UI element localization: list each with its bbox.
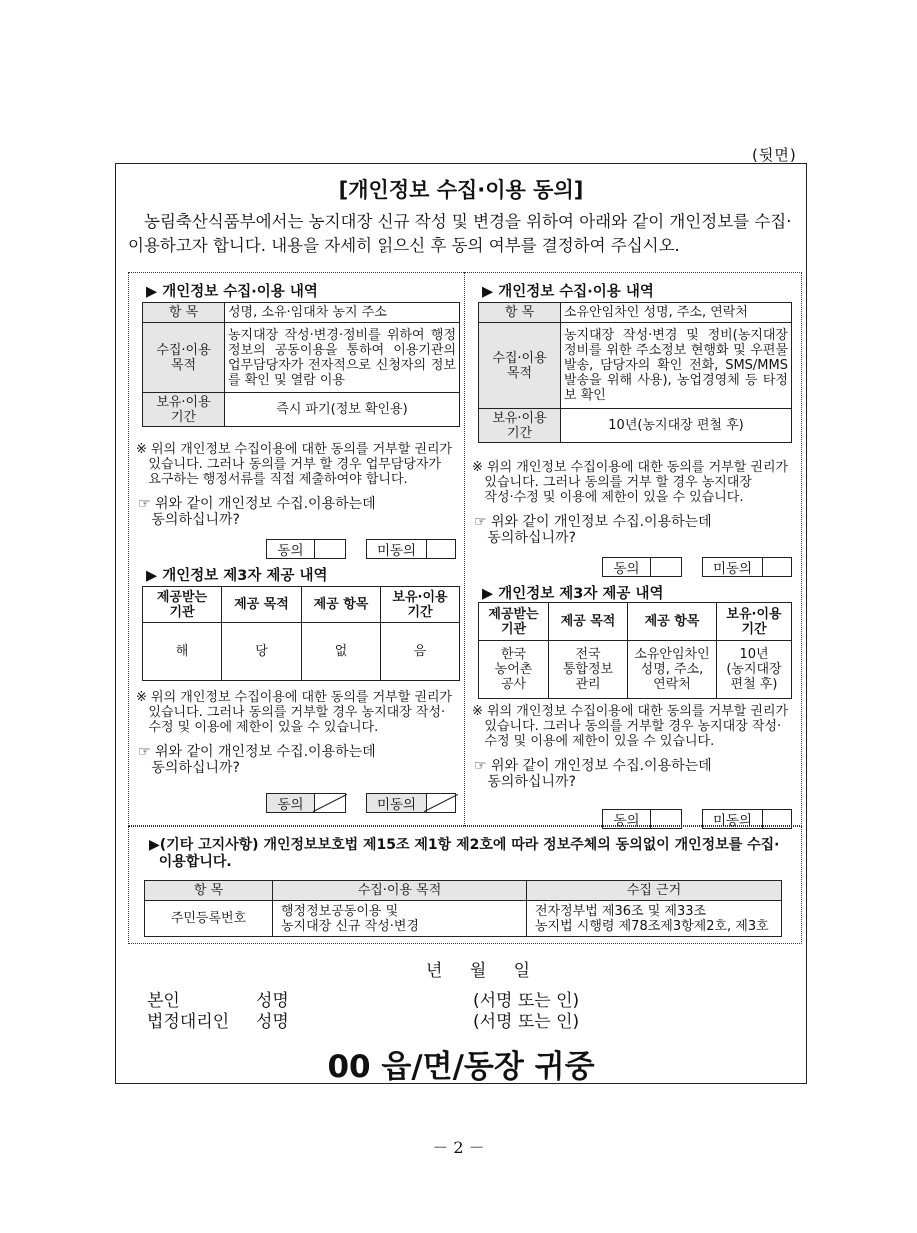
third-party-disagree-box[interactable] [427, 794, 455, 812]
third-party-agree-box[interactable] [315, 794, 345, 812]
purpose-header: 수집·이용 목적 [273, 881, 527, 901]
retention-header: 보유·이용 기간 [381, 587, 460, 623]
collection-section-title: ▶ 개인정보 수집·이용 내역 [146, 284, 318, 300]
purpose-label: 수집·이용 목적 [143, 323, 225, 393]
third-party-section-title: ▶ 개인정보 제3자 제공 내역 [482, 586, 664, 602]
signer-self-label: 본인 [147, 991, 180, 1011]
retention-label: 보유·이용 기간 [479, 409, 561, 443]
purpose-cell: 행정정보공동이용 및 농지대장 신규 작성·변경 [273, 901, 527, 937]
agree-box[interactable] [651, 558, 681, 576]
third-party-disagree-checkbox[interactable] [366, 793, 456, 813]
right-column [472, 272, 806, 829]
other-notice-table [144, 880, 782, 937]
third-party-refusal-notice: ※ 위의 개인정보 수집이용에 대한 동의를 거부할 권리가 있습니다. 그러나 동의를 거부할 경우 농지대장 작성· 수정 및 이용에 제한이 있을 수 있습니다. [472, 704, 789, 749]
provision-items-cell: 소유안임차인 성명, 주소, 연락처 [628, 641, 717, 699]
left-column [136, 272, 470, 826]
provision-purpose-header: 제공 목적 [222, 587, 302, 623]
third-party-agree-label: 동의 [267, 794, 315, 812]
third-party-disagree-label: 미동의 [367, 794, 427, 812]
provision-purpose-header: 제공 목적 [549, 603, 628, 641]
third-party-consent-question: ☞ 위와 같이 개인정보 수집.이용하는데 동의하십니까? [474, 758, 712, 790]
back-side-label: (뒷면) [752, 146, 797, 164]
date-line: 년 월 일 [426, 961, 531, 981]
provision-items-header: 제공 항목 [302, 587, 381, 623]
recipient-cell: 해 [143, 623, 222, 681]
refusal-notice: ※ 위의 개인정보 수집이용에 대한 동의를 거부할 권리가 있습니다. 그러나 동의를 거부 할 경우 농지대장 작성·수정 및 이용에 제한이 있을 수 있습니다. [472, 460, 789, 505]
retention-header: 보유·이용 기간 [717, 603, 792, 641]
signer-self-name-label: 성명 [256, 991, 289, 1011]
collection-table [478, 302, 792, 443]
agree-checkbox[interactable] [266, 539, 346, 559]
agree-label: 동의 [603, 558, 651, 576]
basis-cell: 전자정부법 제36조 및 제33조 농지법 시행령 제78조제3항제2호, 제3호 [527, 901, 782, 937]
provision-items-header: 제공 항목 [628, 603, 717, 641]
provision-items-cell: 없 [302, 623, 381, 681]
disagree-box[interactable] [763, 558, 791, 576]
retention-cell: 음 [381, 623, 460, 681]
recipient-office-title: 00 읍/면/동장 귀중 [327, 1049, 595, 1085]
basis-header: 수집 근거 [527, 881, 782, 901]
consent-question: ☞ 위와 같이 개인정보 수집.이용하는데 동의하십니까? [474, 514, 712, 546]
retention-value: 10년(농지대장 편철 후) [561, 409, 792, 443]
page-number: － 2 － [432, 1138, 485, 1157]
recipient-cell: 한국 농어촌 공사 [479, 641, 549, 699]
disagree-checkbox[interactable] [366, 539, 456, 559]
resident-number-cell: 주민등록번호 [145, 901, 273, 937]
refusal-notice: ※ 위의 개인정보 수집이용에 대한 동의를 거부할 권리가 있습니다. 그러나 동의를 거부 할 경우 업무담당자가 요구하는 행정서류를 직접 제출하여야 합니다. [136, 442, 453, 487]
purpose-value: 농지대장 작성·변경 및 정비(농지대장 정비를 위한 주소정보 현행화 및 우편물발송, 담당자의 확인 전화, SMS/MMS 발송을 위해 사용), 농업경영체 등 타정보 확인 [561, 323, 792, 409]
agree-checkbox[interactable] [602, 557, 682, 577]
other-notice-title: ▶(기타 고지사항) 개인정보보호법 제15조 제1항 제2호에 따라 정보주체의 동의없이 개인정보를 수집· 이용합니다. [149, 837, 780, 870]
retention-label: 보유·이용 기간 [143, 393, 225, 427]
item-label: 항 목 [479, 303, 561, 323]
recipient-header: 제공받는 기관 [143, 587, 222, 623]
collection-section-title: ▶ 개인정보 수집·이용 내역 [482, 284, 654, 300]
signer-guardian-name-label: 성명 [256, 1012, 289, 1032]
consent-form [115, 163, 807, 1084]
item-label: 항 목 [143, 303, 225, 323]
signer-guardian-signature[interactable]: (서명 또는 인) [473, 1012, 580, 1032]
intro-paragraph: 농림축산식품부에서는 농지대장 신규 작성 및 변경을 위하여 아래와 같이 개인정보를 수집·이용하고자 합니다. 내용을 자세히 읽으신 후 동의 여부를 결정하여 주십시오. [128, 212, 792, 255]
signer-guardian-label: 법정대리인 [147, 1012, 230, 1032]
item-header: 항 목 [145, 881, 273, 901]
third-party-consent-question: ☞ 위와 같이 개인정보 수집.이용하는데 동의하십니까? [138, 744, 376, 776]
third-party-table [478, 602, 792, 699]
third-party-agree-label: 동의 [603, 810, 651, 828]
retention-value: 즉시 파기(정보 확인용) [225, 393, 460, 427]
consent-question: ☞ 위와 같이 개인정보 수집.이용하는데 동의하십니까? [138, 496, 376, 528]
signer-self-signature[interactable]: (서명 또는 인) [473, 991, 580, 1011]
recipient-header: 제공받는 기관 [479, 603, 549, 641]
third-party-table [142, 586, 460, 681]
retention-cell: 10년 (농지대장 편철 후) [717, 641, 792, 699]
third-party-disagree-label: 미동의 [703, 810, 763, 828]
provision-purpose-cell: 전국 통합정보 관리 [549, 641, 628, 699]
third-party-section-title: ▶ 개인정보 제3자 제공 내역 [146, 568, 328, 584]
disagree-box[interactable] [427, 540, 455, 558]
provision-purpose-cell: 당 [222, 623, 302, 681]
collection-table [142, 302, 460, 427]
disagree-label: 미동의 [367, 540, 427, 558]
item-value: 소유안임차인 성명, 주소, 연락처 [561, 303, 792, 323]
disagree-label: 미동의 [703, 558, 763, 576]
agree-label: 동의 [267, 540, 315, 558]
purpose-label: 수집·이용 목적 [479, 323, 561, 409]
agree-box[interactable] [315, 540, 345, 558]
form-title: [개인정보 수집·이용 동의] [338, 178, 584, 202]
other-notice-box [128, 826, 802, 944]
purpose-value: 농지대장 작성·변경·정비를 위하여 행정정보의 공동이용을 통하여 이용기관의 업무담당자가 전자적으로 신청자의 정보를 확인 및 열람 이용 [225, 323, 460, 393]
item-value: 성명, 소유·임대차 농지 주소 [225, 303, 460, 323]
disagree-checkbox[interactable] [702, 557, 792, 577]
third-party-agree-checkbox[interactable] [266, 793, 346, 813]
third-party-refusal-notice: ※ 위의 개인정보 수집이용에 대한 동의를 거부할 권리가 있습니다. 그러나 동의를 거부할 경우 농지대장 작성· 수정 및 이용에 제한이 있을 수 있습니다. [136, 690, 453, 735]
